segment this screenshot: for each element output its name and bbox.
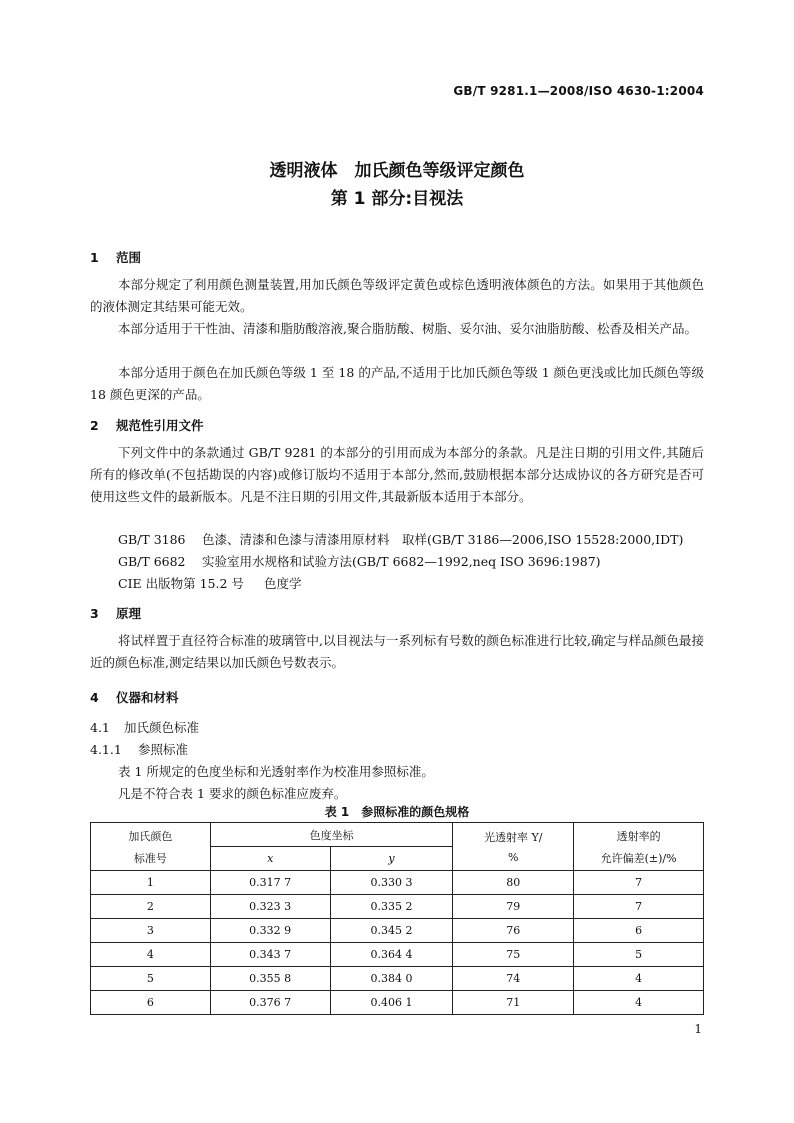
cell-no: 3 (91, 919, 211, 943)
reference-title: 实验室用水规格和试验方法(GB/T 6682—1992,neq ISO 3696:1987) (202, 554, 601, 569)
cell-y: 0.406 1 (330, 991, 453, 1015)
section-title: 原理 (116, 606, 142, 621)
cell-x: 0.343 7 (210, 943, 330, 967)
cell-no: 6 (91, 991, 211, 1015)
cell-transmittance: 75 (453, 943, 574, 967)
header-gardner-no: 加氏颜色 标准号 (91, 823, 211, 871)
reference-item (118, 574, 302, 592)
subsection-number: 4.1 (90, 720, 110, 735)
reference-code: CIE 出版物第 15.2 号 (118, 576, 244, 591)
cell-transmittance: 71 (453, 991, 574, 1015)
cell-transmittance: 79 (453, 895, 574, 919)
table-row (91, 871, 704, 895)
cell-x: 0.376 7 (210, 991, 330, 1015)
cell-tolerance: 4 (574, 991, 704, 1015)
cell-x: 0.317 7 (210, 871, 330, 895)
section-3-para: 将试样置于直径符合标准的玻璃管中,以目视法与一系列标有号数的颜色标准进行比较,确定与样品颜色最接近的颜色标准,测定结果以加氏颜色号数表示。 (90, 633, 704, 670)
table-row (91, 943, 704, 967)
section-number: 2 (90, 418, 99, 433)
subsection-title: 加氏颜色标准 (124, 720, 200, 735)
color-spec-table (90, 822, 704, 1015)
header-tolerance: 透射率的 允许偏差(±)/% (574, 823, 704, 871)
table-row (91, 967, 704, 991)
reference-title: 色度学 (264, 576, 302, 591)
section-number: 1 (90, 250, 99, 265)
page-number: 1 (694, 1022, 702, 1036)
section-title: 范围 (116, 250, 142, 265)
cell-tolerance: 4 (574, 967, 704, 991)
reference-title: 色漆、清漆和色漆与清漆用原材料 取样(GB/T 3186—2006,ISO 15528:2000,IDT) (202, 532, 684, 547)
cell-transmittance: 80 (453, 871, 574, 895)
cell-no: 2 (91, 895, 211, 919)
cell-tolerance: 7 (574, 871, 704, 895)
cell-no: 5 (91, 967, 211, 991)
cell-no: 1 (91, 871, 211, 895)
body-line: 表 1 所规定的色度坐标和光透射率作为校准用参照标准。 (118, 764, 434, 779)
reference-item (118, 552, 601, 570)
table-row (91, 919, 704, 943)
section-title: 仪器和材料 (116, 690, 179, 705)
header-chromaticity: 色度坐标 (210, 823, 453, 847)
cell-y: 0.335 2 (330, 895, 453, 919)
subsection-title: 参照标准 (138, 742, 189, 757)
section-2-para: 下列文件中的条款通过 GB/T 9281 的本部分的引用而成为本部分的条款。凡是注日期的引用文件,其随后所有的修改单(不包括勘误的内容)或修订版均不适用于本部分,然而,鼓励根据本部分达成协议的各方研究是否可使用这些文件的最新版本。凡是不注日期的引用文件,其最新版本适用于本部分。 (90, 445, 704, 504)
cell-no: 4 (91, 943, 211, 967)
subsection-4-1-1 (90, 740, 188, 758)
cell-y: 0.330 3 (330, 871, 453, 895)
section-1-para-3: 本部分适用于颜色在加氏颜色等级 1 至 18 的产品,不适用于比加氏颜色等级 1 颜色更浅或比加氏颜色等级 18 颜色更深的产品。 (90, 365, 704, 402)
cell-transmittance: 74 (453, 967, 574, 991)
standard-code: GB/T 9281.1—2008/ISO 4630-1:2004 (453, 84, 704, 98)
cell-tolerance: 7 (574, 895, 704, 919)
cell-x: 0.355 8 (210, 967, 330, 991)
section-1-para-1: 本部分规定了利用颜色测量装置,用加氏颜色等级评定黄色或棕色透明液体颜色的方法。如果用于其他颜色的液体测定其结果可能无效。 (90, 277, 704, 314)
reference-item (118, 530, 683, 548)
subsection-4-1 (90, 718, 199, 736)
cell-x: 0.323 3 (210, 895, 330, 919)
cell-transmittance: 76 (453, 919, 574, 943)
cell-y: 0.364 4 (330, 943, 453, 967)
header-y: y (330, 847, 453, 871)
reference-code: GB/T 6682 (118, 554, 186, 569)
body-line: 凡是不符合表 1 要求的颜色标准应废弃。 (118, 786, 347, 801)
section-number: 4 (90, 690, 99, 705)
table-row (91, 991, 704, 1015)
cell-tolerance: 5 (574, 943, 704, 967)
section-1-para-2: 本部分适用于干性油、清漆和脂肪酸溶液,聚合脂肪酸、树脂、妥尔油、妥尔油脂肪酸、松香及相关产品。 (118, 321, 697, 336)
section-title: 规范性引用文件 (116, 418, 204, 433)
table-caption: 表 1 参照标准的颜色规格 (324, 805, 470, 819)
cell-y: 0.384 0 (330, 967, 453, 991)
doc-subtitle: 第 1 部分:目视法 (330, 189, 464, 209)
section-4-heading (90, 688, 179, 706)
subsection-number: 4.1.1 (90, 742, 122, 757)
section-1-heading (90, 248, 141, 266)
table-row (91, 895, 704, 919)
cell-tolerance: 6 (574, 919, 704, 943)
reference-code: GB/T 3186 (118, 532, 186, 547)
cell-x: 0.332 9 (210, 919, 330, 943)
header-transmittance: 光透射率 Y/ % (453, 823, 574, 871)
doc-title: 透明液体 加氏颜色等级评定颜色 (269, 161, 525, 181)
section-number: 3 (90, 606, 99, 621)
cell-y: 0.345 2 (330, 919, 453, 943)
header-x: x (210, 847, 330, 871)
section-2-heading (90, 416, 204, 434)
table-header-row (91, 823, 704, 847)
section-3-heading (90, 604, 141, 622)
